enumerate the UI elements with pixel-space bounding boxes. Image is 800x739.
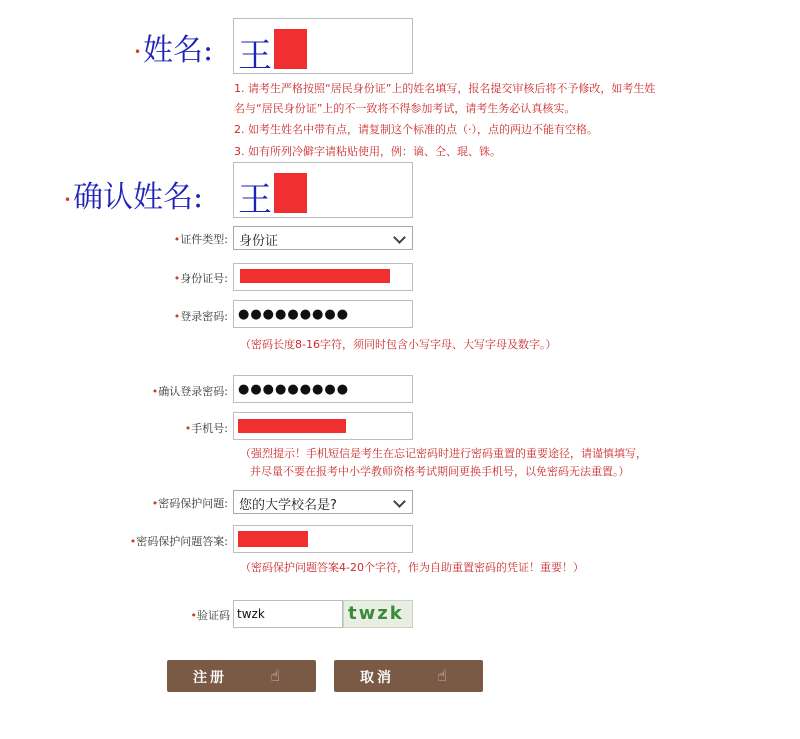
confirm-name-label: 确认姓名: [73,180,204,215]
captcha-label: 验证码 [197,609,230,622]
confirm-name-redaction [274,173,307,213]
security-question-label: 密码保护问题: [158,497,228,510]
register-button[interactable] [167,660,316,692]
captcha-required-marker: • [190,609,197,622]
id-type-required-marker: • [173,233,181,246]
security-question-label-wrap [100,495,228,511]
cancel-button-label: 取消 [360,670,394,686]
confirm-password-label-wrap [100,383,228,399]
name-input[interactable] [233,18,413,74]
id-number-label-wrap [120,270,228,286]
name-note-3: 2. 如考生姓名中带有点，请复制这个标准的点（·），点的两边不能有空格。 [234,123,598,136]
id-number-redaction [240,269,390,283]
security-answer-label: 密码保护问题答案: [136,535,228,548]
phone-note-line1: （强烈提示！手机短信是考生在忘记密码时进行密码重置的重要途径，请谨慎填写， [240,447,647,460]
confirm-password-input[interactable] [233,375,413,403]
hand-pointer-icon: ☝ [437,666,447,685]
id-type-select-value: 身份证 [239,234,279,249]
security-question-required-marker: • [151,497,159,510]
chevron-down-icon [393,495,406,508]
captcha-input[interactable] [233,600,343,628]
security-question-select[interactable] [233,490,413,514]
captcha-input-value: twzk [237,607,265,621]
name-redaction [274,29,307,69]
password-input[interactable] [233,300,413,328]
security-answer-required-marker: • [129,535,137,548]
id-number-input[interactable] [233,263,413,291]
phone-label-wrap [120,420,228,436]
phone-required-marker: • [184,422,192,435]
password-input-value: ●●●●●●●●● [238,307,350,322]
name-required-marker: • [134,45,142,59]
security-question-select-value: 您的大学校名是? [239,498,337,513]
captcha-image-text: twzk [348,603,404,624]
confirm-password-required-marker: • [151,385,159,398]
password-label-wrap [120,308,228,324]
password-required-marker: • [173,310,181,323]
phone-input[interactable] [233,412,413,440]
name-note-1: 1. 请考生严格按照“居民身份证”上的姓名填写，报名提交审核后将不予修改，如考生姓 [234,82,656,95]
name-note-4: 3. 如有所列冷僻字请粘贴使用，例：谪、仝、琨、铢。 [234,145,501,158]
confirm-password-label: 确认登录密码: [158,385,228,398]
confirm-name-required-marker: • [64,193,72,207]
phone-note-line2: 并尽量不要在报考中小学教师资格考试期间更换手机号，以免密码无法重置。） [250,465,630,478]
id-type-label: 证件类型: [180,233,228,246]
security-answer-label-wrap [80,533,228,549]
name-note-2: 名与“居民身份证”上的不一致将不得参加考试，请考生务必认真核实。 [234,102,576,115]
id-number-required-marker: • [173,272,181,285]
id-type-label-wrap [120,231,228,247]
name-label: 姓名: [143,33,214,68]
cancel-button[interactable] [334,660,483,692]
confirm-name-input[interactable] [233,162,413,218]
id-number-label: 身份证号: [180,272,228,285]
security-answer-note: （密码保护问题答案4-20个字符，作为自助重置密码的凭证！重要！） [240,561,584,574]
password-note: （密码长度8-16字符，须同时包含小写字母、大写字母及数字。） [240,338,557,351]
security-answer-redaction [238,531,308,547]
hand-pointer-icon: ☝ [270,666,280,685]
confirm-password-input-value: ●●●●●●●●● [238,382,350,397]
password-label: 登录密码: [180,310,228,323]
security-answer-input[interactable] [233,525,413,553]
phone-redaction [238,419,346,433]
id-type-select[interactable] [233,226,413,250]
captcha-image[interactable] [343,600,413,628]
phone-label: 手机号: [191,422,228,435]
register-button-label: 注册 [193,670,227,686]
name-input-value: 王 [238,36,270,76]
chevron-down-icon [393,231,406,244]
captcha-label-wrap [150,607,230,623]
confirm-name-input-value: 王 [238,180,270,220]
